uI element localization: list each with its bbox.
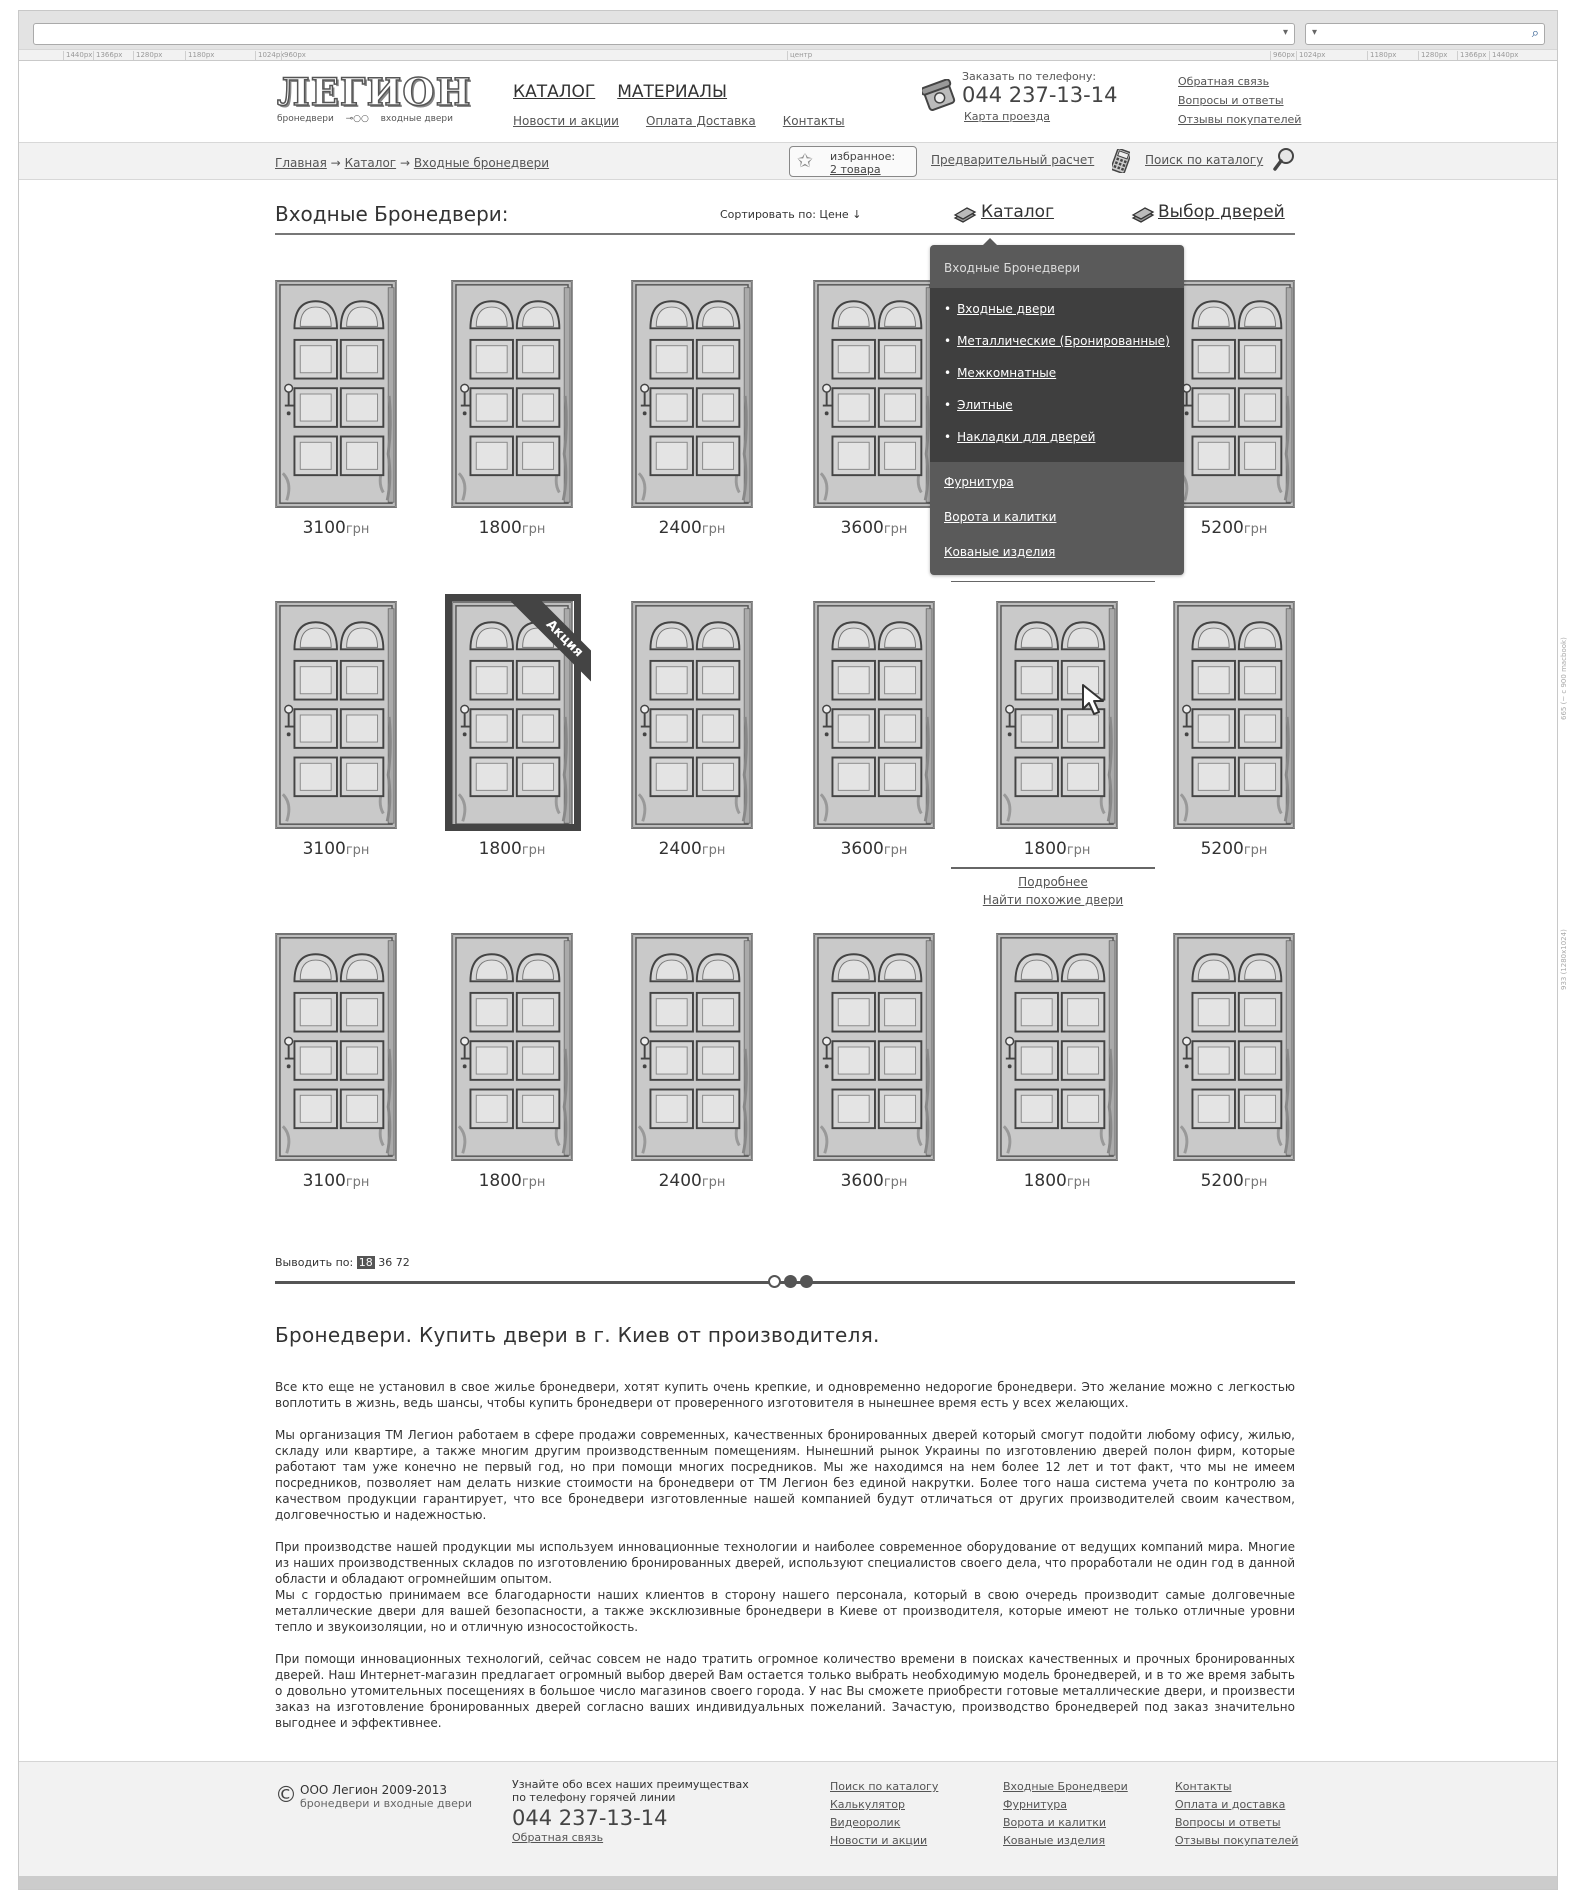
footer-link[interactable]: Ворота и калитки — [1003, 1816, 1107, 1829]
find-similar-link[interactable]: Найти похожие двери — [982, 893, 1124, 907]
door-image[interactable] — [275, 933, 397, 1161]
main-nav — [513, 82, 727, 102]
price-value: 1800 — [478, 839, 522, 859]
product-price — [447, 518, 577, 538]
price-value: 5200 — [1200, 518, 1244, 538]
header-phone: 044 237-13-14 — [962, 83, 1118, 107]
site-header — [19, 62, 1558, 142]
per-page-selector — [275, 1256, 410, 1269]
nav-catalog[interactable]: КАТАЛОГ — [513, 82, 596, 102]
price-currency: грн — [1243, 1175, 1268, 1190]
menu-elite-doors[interactable]: Элитные — [957, 398, 1013, 412]
favorites-button[interactable] — [789, 146, 917, 177]
nav-news[interactable]: Новости и акции — [513, 114, 619, 128]
price-currency: грн — [345, 522, 370, 537]
search-icon[interactable]: ⌕ — [1531, 26, 1539, 41]
menu-gates[interactable]: Ворота и калитки — [944, 510, 1057, 524]
footer-col-products — [1003, 1778, 1128, 1850]
logo-tagline — [277, 114, 453, 124]
reviews-link[interactable]: Отзывы покупателей — [1178, 113, 1302, 126]
price-value: 2400 — [658, 839, 702, 859]
door-image[interactable] — [631, 601, 753, 829]
dropdown-heading: Входные Бронедвери — [944, 261, 1081, 275]
menu-forged-items[interactable]: Кованые изделия — [944, 545, 1056, 559]
door-image[interactable] — [813, 280, 935, 508]
per-page-label: Выводить по: — [275, 1256, 354, 1269]
price-value: 1800 — [1023, 839, 1067, 859]
logo-wordmark: ЛЕГИОН — [277, 70, 472, 114]
product-price — [627, 839, 757, 859]
secondary-nav — [513, 114, 845, 128]
ruler-mark: 1024px — [1296, 51, 1325, 60]
dropdown-group — [930, 288, 1184, 462]
footer-col-services — [830, 1778, 938, 1850]
feedback-link[interactable]: Обратная связь — [1178, 75, 1270, 88]
seo-paragraph: При помощи инновационных технологий, сейчас совсем не надо тратить огромное количество времени в поисках качественных и прочных бронированных дверей. Наш Интернет-магазин предлагает огромный выбор дверей Вам остается только выбрать необходимую модель бронедверей, и в то же время забыть о довольно утомительных посещениях в большое число магазинов своего города. У нас Вы сможете приобрести готовые металлические двери, и произвести заказ на изготовление бронированных дверей согласно ваших индивидуальных пожеланий. Зачастую, производство бронедверей под заказ значительно выгоднее и эффективнее. — [275, 1652, 1295, 1730]
seo-paragraph: При производстве нашей продукции мы используем инновационные технологии и наиболее современное оборудование от ведущих компаний мира. Многие из наших производственных складов по изготовлению бронированных дверей, используют специалистов своего дела, что проработали не один год в данной области и обладают огромнейшим опытом. — [275, 1540, 1295, 1586]
door-image[interactable] — [451, 280, 573, 508]
price-currency: грн — [883, 1175, 908, 1190]
door-image[interactable] — [1173, 280, 1295, 508]
price-value: 5200 — [1200, 1171, 1244, 1191]
footer-strip — [19, 1876, 1558, 1890]
footer-link[interactable]: Калькулятор — [830, 1798, 905, 1811]
door-image[interactable] — [451, 933, 573, 1161]
door-image[interactable] — [275, 280, 397, 508]
price-value: 3100 — [302, 518, 346, 538]
key-icon: ⊸○○ — [345, 114, 369, 124]
menu-interior-doors[interactable]: Межкомнатные — [957, 366, 1057, 380]
product-price — [1169, 518, 1299, 538]
seo-text — [275, 1379, 1295, 1747]
price-value: 3600 — [840, 1171, 884, 1191]
price-currency: грн — [1066, 843, 1091, 858]
arrow-down-icon: ↓ — [852, 208, 862, 221]
price-value: 2400 — [658, 518, 702, 538]
door-image[interactable] — [813, 933, 935, 1161]
dropdown-item — [944, 430, 1170, 462]
site-footer — [19, 1761, 1558, 1876]
door-image[interactable] — [275, 601, 397, 829]
catalog-dropdown-menu — [930, 245, 1184, 575]
nav-contacts[interactable]: Контакты — [782, 114, 845, 128]
product-price — [809, 518, 939, 538]
menu-door-overlays[interactable]: Накладки для дверей — [957, 430, 1096, 444]
seo-paragraph: Мы с гордостью принимаем все благодарности наших клиентов в сторону нашего персонала, который в свою очередь производит самые долговечные металлические двери для вашей безопасности, а также эксклюзивные бронедвери в Киеве от производителя, которые имеют не только отличные уровни тепло и звукоизоляции, но и отличную износостойкость. — [275, 1588, 1295, 1634]
ruler-mark: 1180px — [185, 51, 214, 60]
sort-value[interactable]: Цене — [819, 208, 849, 221]
product-price — [271, 839, 401, 859]
seo-paragraph: Все кто еще не установил в свое жилье бронедвери, хотят купить очень крепкие, и одновременно недорогие бронедвери. Это желание можно с легкостью воплотить в жизнь, ведь шансы, чтобы купить бронедвери от проверенного изготовителя в нынешнее время есть у всех желающих. — [275, 1380, 1295, 1410]
price-value: 1800 — [478, 518, 522, 538]
doors-stack-icon — [953, 206, 977, 226]
ruler-mark: 960px — [281, 51, 306, 60]
viewport-note: 665 (~ c 900 macbook) — [1560, 637, 1568, 720]
calculator-icon[interactable] — [1112, 149, 1130, 173]
page-frame — [18, 10, 1558, 1890]
price-currency: грн — [701, 522, 726, 537]
price-currency: грн — [521, 522, 546, 537]
price-currency: грн — [345, 843, 370, 858]
precalc-link[interactable]: Предварительный расчет — [931, 153, 1095, 167]
copyright-subtext: бронедвери и входные двери — [300, 1797, 473, 1810]
copyright-text: ООО Легион 2009-2013 — [300, 1783, 448, 1797]
dropdown-item — [944, 302, 1170, 334]
price-currency: грн — [521, 1175, 546, 1190]
price-value: 3100 — [302, 1171, 346, 1191]
breadcrumb-separator: → — [399, 156, 410, 170]
footer-feedback-link[interactable]: Обратная связь — [512, 1831, 604, 1844]
footer-link[interactable]: Входные Бронедвери — [1003, 1780, 1128, 1793]
viewport-note: 933 (1280x1024) — [1560, 929, 1568, 990]
price-value: 3600 — [840, 518, 884, 538]
menu-entrance-doors[interactable]: Входные двери — [957, 302, 1055, 316]
price-currency: грн — [1243, 843, 1268, 858]
product-price — [627, 518, 757, 538]
dropdown-arrow — [982, 238, 998, 246]
menu-metal-doors[interactable]: Металлические (Бронированные) — [957, 334, 1170, 348]
favorites-count[interactable]: 2 товара — [830, 163, 881, 176]
breadcrumb-current[interactable]: Входные бронедвери — [413, 156, 550, 170]
phone-icon — [922, 79, 956, 113]
door-image[interactable] — [1173, 601, 1295, 829]
address-bar[interactable] — [33, 23, 1295, 45]
ruler-mark: 1280px — [133, 51, 162, 60]
footer-link[interactable]: Оплата и доставка — [1175, 1798, 1286, 1811]
star-icon: ✩ — [797, 150, 813, 172]
phone-block — [922, 70, 1118, 128]
favorites-label: избранное: — [830, 150, 896, 163]
per-page-option[interactable]: 36 — [378, 1256, 393, 1269]
product-price — [809, 839, 939, 859]
price-value: 5200 — [1200, 839, 1244, 859]
product-price — [447, 1171, 577, 1191]
dropdown-item — [944, 334, 1170, 366]
door-image[interactable] — [631, 933, 753, 1161]
product-price — [992, 1171, 1122, 1191]
product-price — [447, 839, 577, 859]
doors-stack-icon — [1131, 206, 1155, 226]
footer-link[interactable]: Новости и акции — [830, 1834, 928, 1847]
promo-ribbon — [481, 594, 591, 704]
breadcrumb — [275, 156, 549, 170]
breadcrumb-separator: → — [330, 156, 341, 170]
price-value: 1800 — [478, 1171, 522, 1191]
chevron-down-icon[interactable]: ▾ — [1312, 27, 1318, 38]
footer-link[interactable]: Поиск по каталогу — [830, 1780, 939, 1793]
price-currency: грн — [345, 1175, 370, 1190]
pager-dot[interactable] — [784, 1275, 797, 1288]
hotline-note: Узнайте обо всех наших преимуществах по телефону горячей линии — [512, 1778, 749, 1804]
ruler-mark: 1024px — [255, 51, 284, 60]
catalog-search-link[interactable]: Поиск по каталогу — [1145, 153, 1264, 167]
browser-toolbar — [19, 11, 1558, 61]
site-logo[interactable] — [277, 70, 472, 130]
sort-control[interactable] — [720, 208, 861, 221]
price-currency: грн — [701, 1175, 726, 1190]
details-link[interactable]: Подробнее — [1018, 875, 1088, 889]
map-link[interactable]: Карта проезда — [964, 110, 1051, 123]
sort-label: Сортировать по: — [720, 208, 816, 221]
ruler-mark: 1440px — [1489, 51, 1518, 60]
footer-link[interactable]: Фурнитура — [1003, 1798, 1067, 1811]
catalog-dropdown-toggle[interactable]: Каталог — [981, 202, 1055, 222]
price-value: 3600 — [840, 839, 884, 859]
promo-badge: Акция — [510, 594, 591, 693]
price-currency: грн — [1243, 522, 1268, 537]
nav-payment-delivery[interactable]: Оплата Доставка — [645, 114, 756, 128]
footer-phone: 044 237-13-14 — [512, 1806, 668, 1830]
product-price — [809, 1171, 939, 1191]
logo-tagline-left: бронедвери — [277, 114, 334, 124]
price-value: 1800 — [1023, 1171, 1067, 1191]
product-price — [271, 518, 401, 538]
door-image[interactable] — [1173, 933, 1295, 1161]
breadcrumb-catalog[interactable]: Каталог — [344, 156, 397, 170]
pager-dot[interactable] — [800, 1275, 813, 1288]
chevron-down-icon[interactable]: ▾ — [1282, 27, 1288, 38]
per-page-option[interactable]: 72 — [395, 1256, 410, 1269]
footer-col-info — [1175, 1778, 1298, 1850]
footer-link[interactable]: Кованые изделия — [1003, 1834, 1106, 1847]
logo-tagline-right: входные двери — [380, 114, 453, 124]
product-price — [1169, 1171, 1299, 1191]
price-value: 2400 — [658, 1171, 702, 1191]
page-title: Входные Бронедвери: — [275, 202, 509, 226]
footer-link[interactable]: Контакты — [1175, 1780, 1232, 1793]
menu-fittings[interactable]: Фурнитура — [944, 475, 1014, 489]
width-ruler — [19, 49, 1558, 60]
nav-materials[interactable]: МАТЕРИАЛЫ — [617, 82, 728, 102]
door-image[interactable] — [631, 280, 753, 508]
door-selection-link[interactable]: Выбор дверей — [1158, 202, 1285, 222]
seo-heading: Бронедвери. Купить двери в г. Киев от производителя. — [275, 1323, 880, 1347]
hover-divider — [951, 867, 1155, 869]
title-divider — [275, 233, 1295, 235]
browser-search-input[interactable] — [1305, 23, 1545, 45]
price-currency: грн — [883, 522, 908, 537]
ruler-mark: 1366px — [93, 51, 122, 60]
price-currency: грн — [521, 843, 546, 858]
product-price — [1169, 839, 1299, 859]
ruler-mark: 1280px — [1418, 51, 1447, 60]
ruler-mark: 1440px — [63, 51, 92, 60]
copyright-icon: © — [275, 1783, 297, 1808]
ruler-mark: 1366px — [1457, 51, 1486, 60]
magnifier-icon[interactable] — [1273, 147, 1295, 173]
pager-dot-current[interactable] — [768, 1275, 781, 1288]
footer-link[interactable]: Видеоролик — [830, 1816, 901, 1829]
product-price — [627, 1171, 757, 1191]
price-currency: грн — [1066, 1175, 1091, 1190]
door-image[interactable] — [813, 601, 935, 829]
hover-divider — [951, 581, 1155, 582]
dropdown-item — [944, 398, 1170, 430]
price-currency: грн — [883, 843, 908, 858]
ruler-mark: центр — [787, 51, 812, 60]
phone-label: Заказать по телефону: — [962, 70, 1097, 83]
per-page-option-selected[interactable]: 18 — [358, 1256, 373, 1269]
ruler-mark: 960px — [1270, 51, 1295, 60]
product-price — [271, 1171, 401, 1191]
breadcrumb-bar — [19, 142, 1558, 180]
breadcrumb-home[interactable]: Главная — [275, 156, 327, 170]
door-image[interactable] — [996, 933, 1118, 1161]
ruler-mark: 1180px — [1367, 51, 1396, 60]
dropdown-item — [944, 366, 1170, 398]
mouse-cursor-icon — [1080, 683, 1110, 717]
faq-link[interactable]: Вопросы и ответы — [1178, 94, 1284, 107]
price-value: 3100 — [302, 839, 346, 859]
header-links — [1178, 72, 1301, 129]
footer-link[interactable]: Вопросы и ответы — [1175, 1816, 1281, 1829]
price-currency: грн — [701, 843, 726, 858]
seo-paragraph: Мы организация ТМ Легион работаем в сфере продажи современных, качественных бронированных дверей который смогут подойти любому офису, жилью, складу или квартире, а также многим другим производственным помещениям. Нынешний рынок Украины по изготовлению дверей полон фирм, которые работают там уже конечно не первый год, но при помощи многих посредников. Мы же находимся на нем более 12 лет и тот факт, что мы не имеем посредников, позволяет нам делать низкие стоимости на бронедвери от ТМ Легион без единой накрутки. Более того наша система учета по контролю за качеством продукции гарантирует, что все бронедвери изготовленные нашей компанией будут отличаться от других производителей своим качеством, долговечностью и надежностью. — [275, 1428, 1295, 1522]
product-price — [992, 839, 1122, 859]
footer-link[interactable]: Отзывы покупателей — [1175, 1834, 1299, 1847]
